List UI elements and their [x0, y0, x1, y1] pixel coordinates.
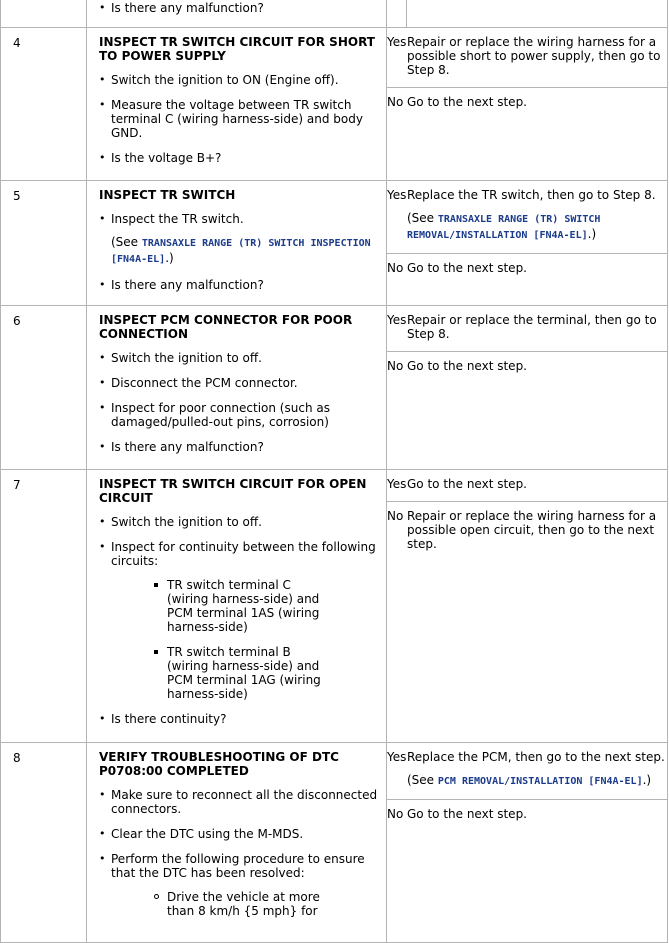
- transaxle-range-switch-removal-link[interactable]: TRANSAXLE RANGE (TR) SWITCH REMOVAL/INSTALLATION [FN4A-EL]: [407, 214, 601, 241]
- result-divider: [386, 87, 667, 88]
- step-action: [87, 181, 387, 306]
- no-label: No: [387, 509, 404, 523]
- step-number: 7: [1, 470, 87, 743]
- yes-label: Yes: [387, 477, 407, 491]
- list-item: • Is there any malfunction?: [99, 440, 378, 454]
- step-result: [387, 470, 668, 743]
- step-title: INSPECT TR SWITCH: [99, 188, 236, 202]
- list-item: • Inspect for poor connection (such as damaged/pulled-out pins, corrosion): [99, 401, 378, 429]
- step-result: Yes Replace the TR switch, then go to Step 8. (See TRANSAXLE RANGE (TR) SWITCH REMOVAL/INSTALLATION [FN4A-EL].) No Go to the next step.: [387, 181, 668, 306]
- step-result: Yes Replace the PCM, then go to the next step. (See PCM REMOVAL/INSTALLATION [FN4A-EL].) No Go to the next step.: [387, 743, 668, 943]
- step-action: [87, 743, 387, 943]
- yes-result: Repair or replace the wiring harness for a possible short to power supply, then go to Step 8.: [407, 35, 661, 77]
- table-row: [1, 743, 668, 943]
- yes-result: Repair or replace the terminal, then go to Step 8.: [407, 313, 657, 341]
- list-item: • Perform the following procedure to ensure that the DTC has been resolved: Drive the vehicle at more than 8 km/h {5 mph} for: [99, 852, 378, 918]
- list-item: • Switch the ignition to off.: [99, 515, 378, 529]
- list-item: • Is there continuity?: [99, 712, 378, 726]
- step-title: INSPECT TR SWITCH CIRCUIT FOR SHORT TO POWER SUPPLY: [99, 35, 375, 63]
- table-row: [1, 28, 668, 181]
- list-item: • Inspect the TR switch. (See TRANSAXLE RANGE (TR) SWITCH INSPECTION [FN4A-EL].): [99, 212, 378, 267]
- step-title: INSPECT TR SWITCH CIRCUIT FOR OPEN CIRCUIT: [99, 477, 367, 505]
- step-number: 6: [1, 306, 87, 470]
- no-label: No: [387, 261, 404, 275]
- no-result: Repair or replace the wiring harness for a possible open circuit, then go to the next step.: [407, 509, 657, 551]
- no-label: No: [387, 807, 404, 821]
- sub-list-item: Drive the vehicle at more than 8 km/h {5 mph} for: [154, 890, 327, 918]
- no-result: Go to the next step.: [407, 95, 527, 109]
- step-number: 5: [1, 181, 87, 306]
- list-item: • Disconnect the PCM connector.: [99, 376, 378, 390]
- no-result: Go to the next step.: [407, 807, 527, 821]
- no-result: Go to the next step.: [407, 359, 527, 373]
- list-item: • Switch the ignition to off.: [99, 351, 378, 365]
- table-row: [1, 0, 668, 28]
- list-item: • Switch the ignition to ON (Engine off).: [99, 73, 378, 87]
- transaxle-range-switch-inspection-link[interactable]: TRANSAXLE RANGE (TR) SWITCH INSPECTION [FN4A-EL]: [111, 238, 371, 265]
- list-item: • Is the voltage B+?: [99, 151, 378, 165]
- step-number: 8: [1, 743, 87, 943]
- pcm-removal-installation-link[interactable]: PCM REMOVAL/INSTALLATION [FN4A-EL]: [437, 776, 643, 787]
- table-row: [1, 470, 668, 743]
- list-item: • Clear the DTC using the M-MDS.: [99, 827, 378, 841]
- step-action: [87, 28, 387, 181]
- result-divider: [386, 799, 667, 800]
- list-item: • Is there any malfunction?: [99, 278, 378, 292]
- list-item: • Make sure to reconnect all the disconnected connectors.: [99, 788, 378, 816]
- step-result: [387, 28, 668, 181]
- no-label: No: [387, 95, 404, 109]
- result-divider: [386, 253, 667, 254]
- sub-list-item: TR switch terminal C (wiring harness-side) and PCM terminal 1AS (wiring harness-side): [154, 578, 327, 634]
- no-result: Go to the next step.: [407, 261, 527, 275]
- list-item: • Inspect for continuity between the following circuits: TR switch terminal C (wiring harness-side) and PCM terminal 1AS (wiring harness-side) TR switch terminal B (wiring harness-side) and PCM terminal 1AG (wiring harness-side): [99, 540, 378, 701]
- result-divider: [386, 351, 667, 352]
- no-label: No: [387, 359, 404, 373]
- yes-label: Yes: [387, 188, 407, 202]
- list-item: • Is there any malfunction?: [99, 1, 378, 15]
- step-number: [1, 0, 87, 28]
- step-action: [87, 470, 387, 743]
- step-action: [87, 306, 387, 470]
- yes-result: Replace the TR switch, then go to Step 8.: [407, 188, 656, 202]
- yes-label: Yes: [387, 313, 407, 327]
- result-divider: [386, 501, 667, 502]
- step-title: VERIFY TROUBLESHOOTING OF DTC P0708:00 COMPLETED: [99, 750, 339, 778]
- table-row: [1, 181, 668, 306]
- step-number: 4: [1, 28, 87, 181]
- yes-result: Replace the PCM, then go to the next step.: [407, 750, 665, 764]
- yes-result: Go to the next step.: [407, 477, 527, 491]
- step-action: [87, 0, 387, 28]
- step-result: [387, 306, 668, 470]
- list-item: • Measure the voltage between TR switch terminal C (wiring harness-side) and body GND.: [99, 98, 378, 140]
- yes-label: Yes: [387, 35, 407, 49]
- sub-list-item: TR switch terminal B (wiring harness-side) and PCM terminal 1AG (wiring harness-side): [154, 645, 327, 701]
- yes-label: Yes: [387, 750, 407, 764]
- table-row: [1, 306, 668, 470]
- step-title: INSPECT PCM CONNECTOR FOR POOR CONNECTION: [99, 313, 353, 341]
